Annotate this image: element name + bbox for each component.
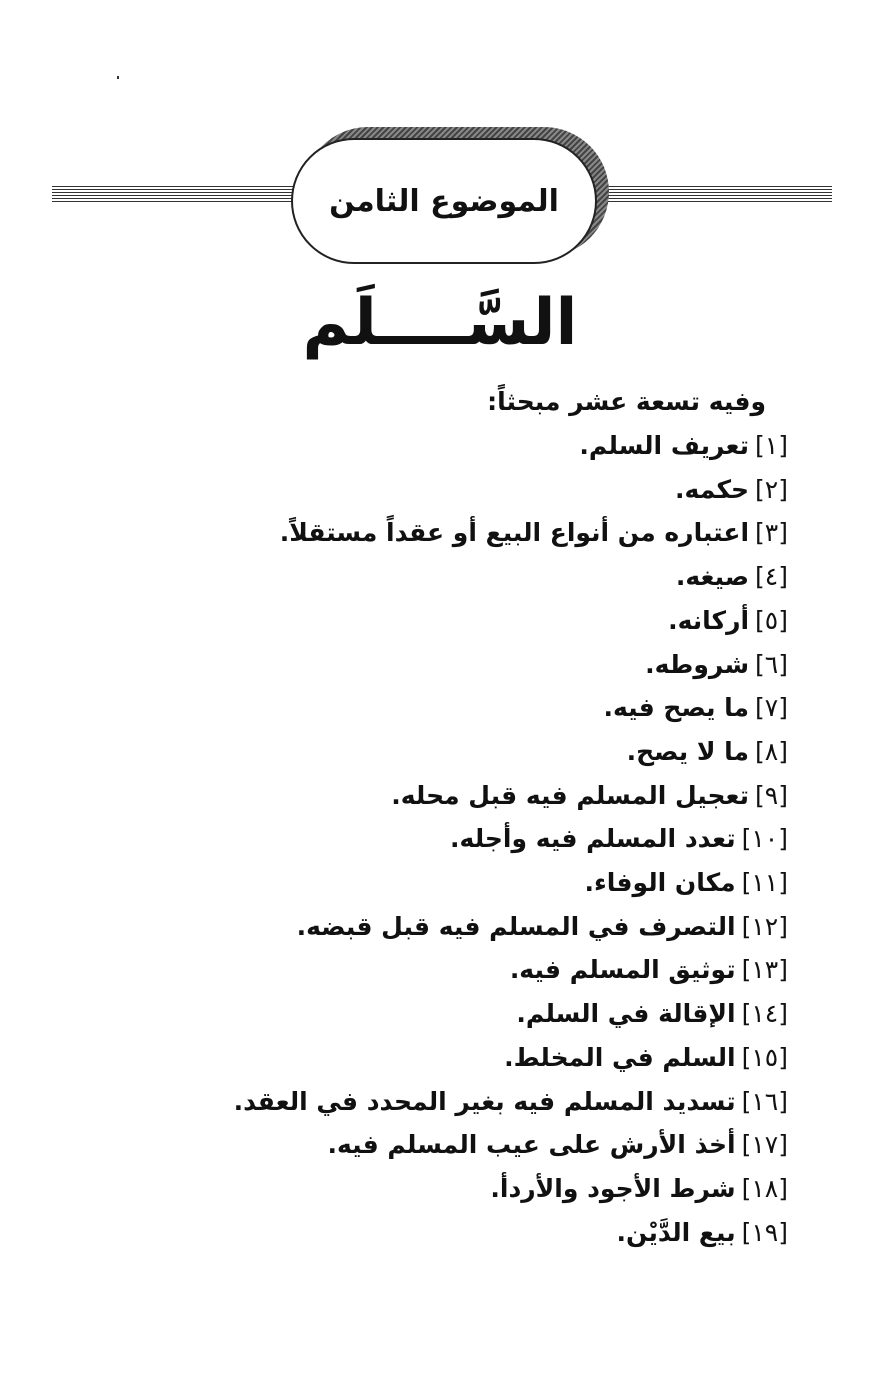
item-number: [١٤]: [741, 999, 788, 1029]
topics-section: [228, 380, 788, 1254]
item-number: [٢]: [755, 474, 788, 504]
list-item: [228, 468, 788, 512]
item-text: تسديد المسلم فيه بغير المحدد في العقد.: [233, 1086, 736, 1116]
item-number: [١٥]: [741, 1042, 788, 1072]
item-text: تعريف السلم.: [579, 431, 750, 460]
list-item: [228, 861, 788, 905]
list-item: [228, 774, 788, 818]
chapter-title: السَّــــلَم: [302, 286, 578, 360]
item-number: [١٧]: [741, 1130, 788, 1160]
item-text: أركانه.: [668, 605, 750, 635]
item-text: صيغه.: [675, 562, 750, 592]
list-item: [228, 1211, 788, 1255]
topics-list: [228, 424, 788, 1254]
list-item: [228, 555, 788, 599]
item-text: شروطه.: [645, 649, 750, 679]
list-item: [228, 686, 788, 730]
item-text: مكان الوفاء.: [584, 868, 736, 898]
item-number: [٥]: [755, 605, 788, 635]
item-number: [١٦]: [741, 1086, 788, 1116]
item-text: السلم في المخلط.: [504, 1042, 736, 1072]
item-text: اعتباره من أنواع البيع أو عقداً مستقلاً.: [279, 518, 750, 548]
list-item: [228, 817, 788, 861]
item-number: [٨]: [755, 736, 788, 766]
item-text: التصرف في المسلم فيه قبل قبضه.: [296, 911, 736, 941]
list-item: [228, 424, 788, 468]
item-text: أخذ الأرش على عيب المسلم فيه.: [327, 1130, 736, 1160]
list-item: [228, 1080, 788, 1124]
item-number: [١٠]: [741, 824, 788, 854]
list-item: [228, 948, 788, 992]
item-number: [١٣]: [741, 955, 788, 985]
list-item: [228, 730, 788, 774]
item-text: بيع الدَّيْن.: [616, 1217, 736, 1247]
item-text: ما لا يصح.: [626, 736, 750, 766]
item-number: [٧]: [755, 693, 788, 723]
list-item: [228, 599, 788, 643]
section-label: الموضوع الثامن: [329, 183, 559, 219]
list-item: [228, 1123, 788, 1167]
speck: [117, 76, 119, 79]
item-number: [٣]: [755, 518, 788, 548]
item-number: [٦]: [755, 649, 788, 679]
item-text: تعدد المسلم فيه وأجله.: [450, 824, 736, 854]
item-text: ما يصح فيه.: [603, 693, 750, 723]
item-number: [١]: [755, 431, 788, 460]
header-rule-left: [52, 186, 297, 202]
item-text: تعجيل المسلم فيه قبل محله.: [391, 780, 750, 810]
item-text: حكمه.: [675, 474, 750, 504]
item-number: [٩]: [755, 780, 788, 810]
list-item: [228, 992, 788, 1036]
item-number: [١٨]: [741, 1173, 788, 1203]
list-item: [228, 511, 788, 555]
item-number: [١٩]: [741, 1217, 788, 1247]
item-text: شرط الأجود والأردأ.: [490, 1173, 736, 1203]
header-rule-right: [600, 186, 832, 202]
item-text: الإقالة في السلم.: [516, 999, 736, 1029]
item-text: توثيق المسلم فيه.: [509, 955, 736, 985]
list-item: [228, 1167, 788, 1211]
header-badge: [291, 138, 597, 264]
item-number: [٤]: [755, 562, 788, 592]
list-item: [228, 905, 788, 949]
list-item: [228, 1036, 788, 1080]
item-number: [١٢]: [741, 911, 788, 941]
item-number: [١١]: [741, 868, 788, 898]
intro-text: وفيه تسعة عشر مبحثاً:: [487, 387, 766, 416]
list-item: [228, 643, 788, 687]
